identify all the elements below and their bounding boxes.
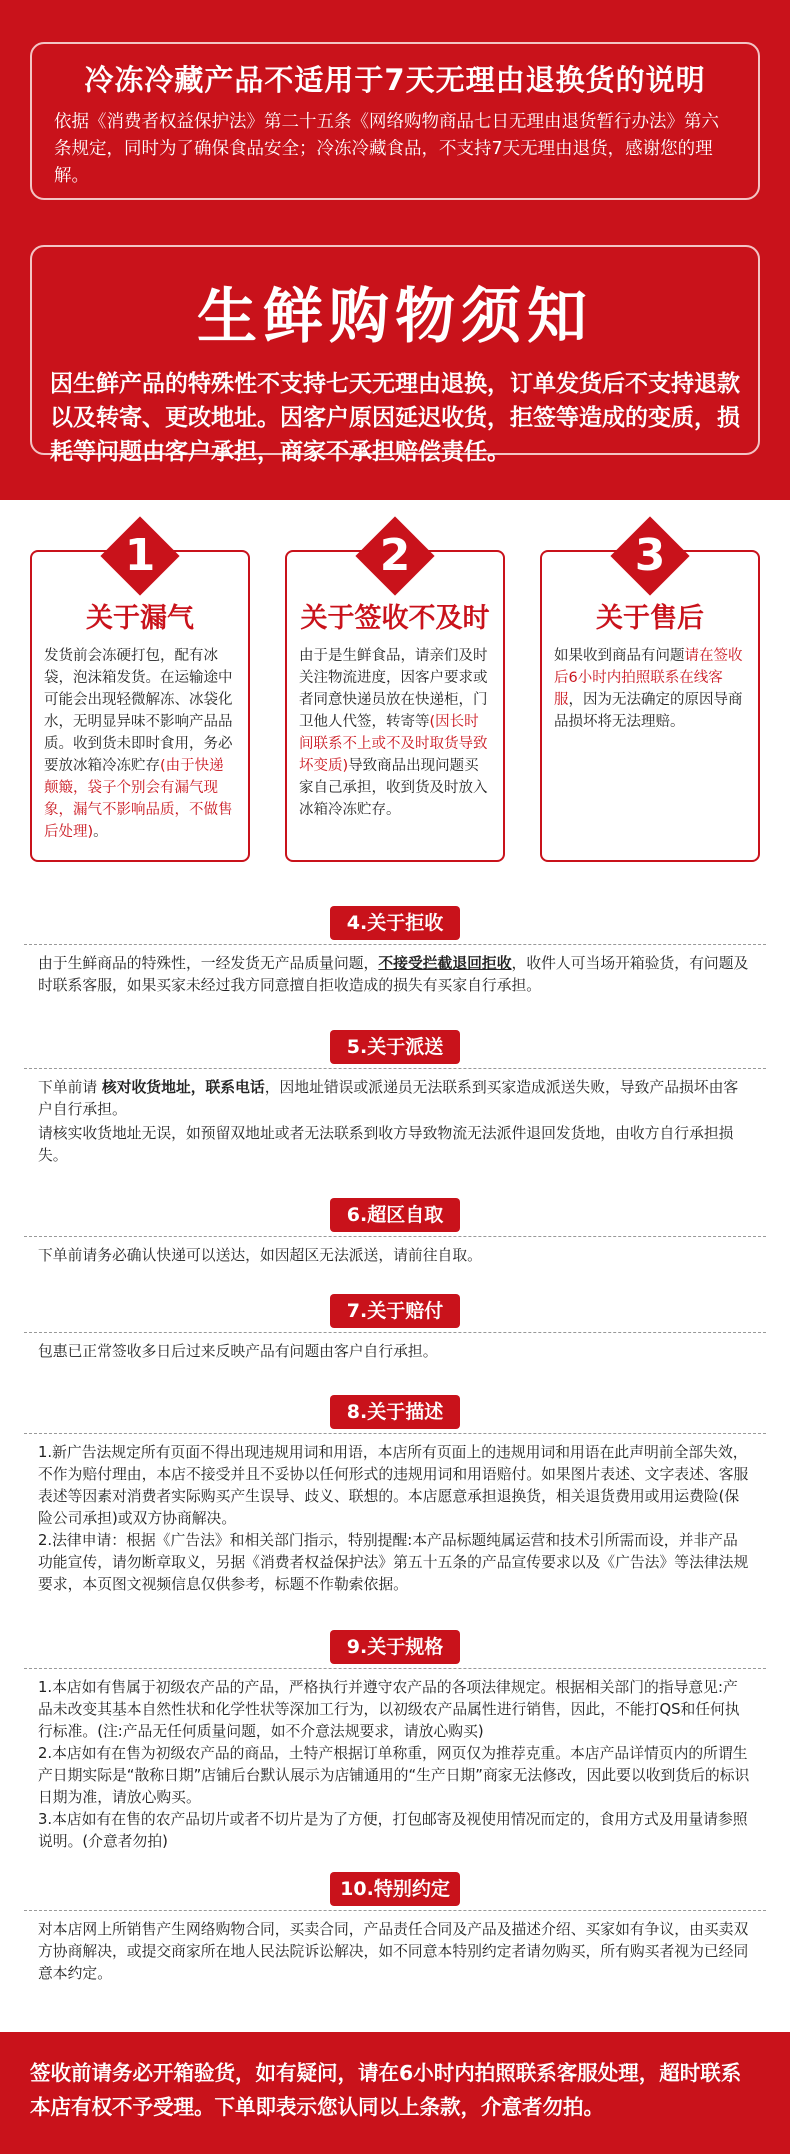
section-text: 下单前请 核对收货地址，联系电话，因地址错误或派递员无法联系到买家造成派送失败，导致产品损坏由客户自行承担。 [38, 1079, 739, 1118]
card-body: 由于是生鲜食品，请亲们及时关注物流进度，因客户要求或者同意快递员放在快递柜，门卫他人代签，转寄等(因长时间联系不上或不及时取货导致坏变质)导致商品出现问题买家自己承担，收到货及时放入冰箱冷冻贮存。 [299, 648, 488, 818]
section-text: 1.新广告法规定所有页面不得出现违规用词和用语，本店所有页面上的违规用词和用语在此声明前全部失效，不作为赔付理由，本店不接受并且不妥协以任何形式的违规用词和用语赔付。如果图片表述、文字表述、客服表述等因素对消费者实际购买产生误导、歧义、联想的。本店愿意承担退换货，相关退货费用或用运费险(保险公司承担)或双方协商解决。 [38, 1444, 749, 1527]
card-title: 关于售后 [596, 603, 704, 634]
banner-title: 生鲜购物须知 [197, 282, 593, 352]
section-delivery [0, 1030, 790, 1167]
dashed-divider [24, 1668, 766, 1669]
section-label: 7.关于赔付 [330, 1294, 460, 1328]
section-label: 8.关于描述 [330, 1395, 460, 1429]
dashed-divider [24, 1433, 766, 1434]
card-body: 发货前会冻硬打包，配有冰袋，泡沫箱发货。在运输途中可能会出现轻微解冻、冰袋化水，无明显异味不影响产品品质。收到货未即时食用，务必要放冰箱冷冻贮存(由于快递颠簸，袋子个别会有漏气现象，漏气不影响品质，不做售后处理)。 [44, 648, 233, 840]
top-red-band [0, 0, 790, 500]
section-specification [0, 1630, 790, 1853]
section-self-pickup [0, 1198, 790, 1267]
section-compensation [0, 1294, 790, 1363]
dashed-divider [24, 1068, 766, 1069]
section-text-2: 请核实收货地址无误，如预留双地址或者无法联系到收方导致物流无法派件退回发货地，由收方自行承担损失。 [38, 1125, 734, 1164]
notice-text: 依据《消费者权益保护法》第二十五条《网络购物商品七日无理由退货暂行办法》第六条规定，同时为了确保食品安全；冷冻冷藏食品，不支持7天无理由退货，感谢您的理解。 [54, 112, 719, 186]
no-return-notice [30, 42, 760, 200]
dashed-divider [24, 1236, 766, 1237]
card-after-sales [540, 530, 760, 862]
section-text-2: 2.法律申请：根据《广告法》和相关部门指示，特别提醒:本产品标题纯属运营和技术引所需而设，并非产品功能宣传，请勿断章取义，另据《消费者权益保护法》第五十五条的产品宣传要求以及《广告法》等法律法规要求，本页图文视频信息仅供参考，标题不作勒索依据。 [38, 1532, 749, 1593]
card-number: 1 [124, 530, 156, 581]
section-text-3: 3.本店如有在售的农产品切片或者不切片是为了方便，打包邮寄及视使用情况而定的，食用方式及用量请参照说明。(介意者勿拍) [38, 1811, 748, 1850]
section-label: 10.特别约定 [330, 1872, 460, 1906]
section-refusal [0, 906, 790, 997]
banner-text: 因生鲜产品的特殊性不支持七天无理由退换，订单发货后不支持退款以及转寄、更改地址。因客户原因延迟收货，拒签等造成的变质，损耗等问题由客户承担，商家不承担赔偿责任。 [50, 371, 740, 465]
card-leak [30, 530, 250, 862]
section-text: 下单前请务必确认快递可以送达，如因超区无法派送，请前往自取。 [38, 1247, 482, 1264]
card-body: 如果收到商品有问题请在签收后6小时内拍照联系在线客服，因为无法确定的原因导商品损坏将无法理赔。 [554, 648, 743, 730]
dashed-divider [24, 1910, 766, 1911]
section-text: 由于生鲜商品的特殊性，一经发货无产品质量问题，不接受拦截退回拒收，收件人可当场开箱验货，有问题及时联系客服，如果买家未经过我方同意擅自拒收造成的损失有买家自行承担。 [38, 955, 749, 994]
card-title: 关于漏气 [86, 603, 194, 634]
dashed-divider [24, 944, 766, 945]
section-text-2: 2.本店如有在售为初级农产品的商品，土特产根据订单称重，网页仅为推荐克重。本店产品详情页内的所谓生产日期实际是“散称日期”店铺后台默认展示为店铺通用的“生产日期”商家无法修改，因此要以收到货后的标识日期为准，请放心购买。 [38, 1745, 750, 1806]
card-title: 关于签收不及时 [300, 603, 490, 634]
section-label: 5.关于派送 [330, 1030, 460, 1064]
notice-title: 冷冻冷藏产品不适用于7天无理由退换货的说明 [84, 63, 706, 97]
section-label: 4.关于拒收 [330, 906, 460, 940]
fresh-shopping-banner [30, 245, 760, 465]
section-text: 1.本店如有售属于初级农产品的产品，严格执行并遵守农产品的各项法律规定。根据相关部门的指导意见:产品未改变其基本自然性状和化学性状等深加工行为，以初级农产品属性进行销售，因此，不能打QS和任何执行标准。(注:产品无任何质量问题，如不介意法规要求，请放心购买) [38, 1679, 740, 1740]
card-number: 3 [634, 530, 666, 581]
section-text: 包惠已正常签收多日后过来反映产品有问题由客户自行承担。 [38, 1343, 438, 1360]
section-label: 9.关于规格 [330, 1630, 460, 1664]
section-text: 对本店网上所销售产生网络购物合同，买卖合同，产品责任合同及产品及描述介绍、买家如有争议，由买卖双方协商解决，或提交商家所在地人民法院诉讼解决，如不同意本特别约定者请勿购买，所有购买者视为已经同意本约定。 [38, 1921, 749, 1982]
section-description [0, 1395, 790, 1596]
footer-text: 签收前请务必开箱验货，如有疑问，请在6小时内拍照联系客服处理，超时联系本店有权不予受理。下单即表示您认同以上条款，介意者勿拍。 [30, 2061, 742, 2119]
section-special-agreement [0, 1872, 790, 1985]
dashed-divider [24, 1332, 766, 1333]
card-late-signing [285, 530, 505, 862]
card-number: 2 [379, 530, 411, 581]
footer-banner [0, 2032, 790, 2154]
section-label: 6.超区自取 [330, 1198, 460, 1232]
